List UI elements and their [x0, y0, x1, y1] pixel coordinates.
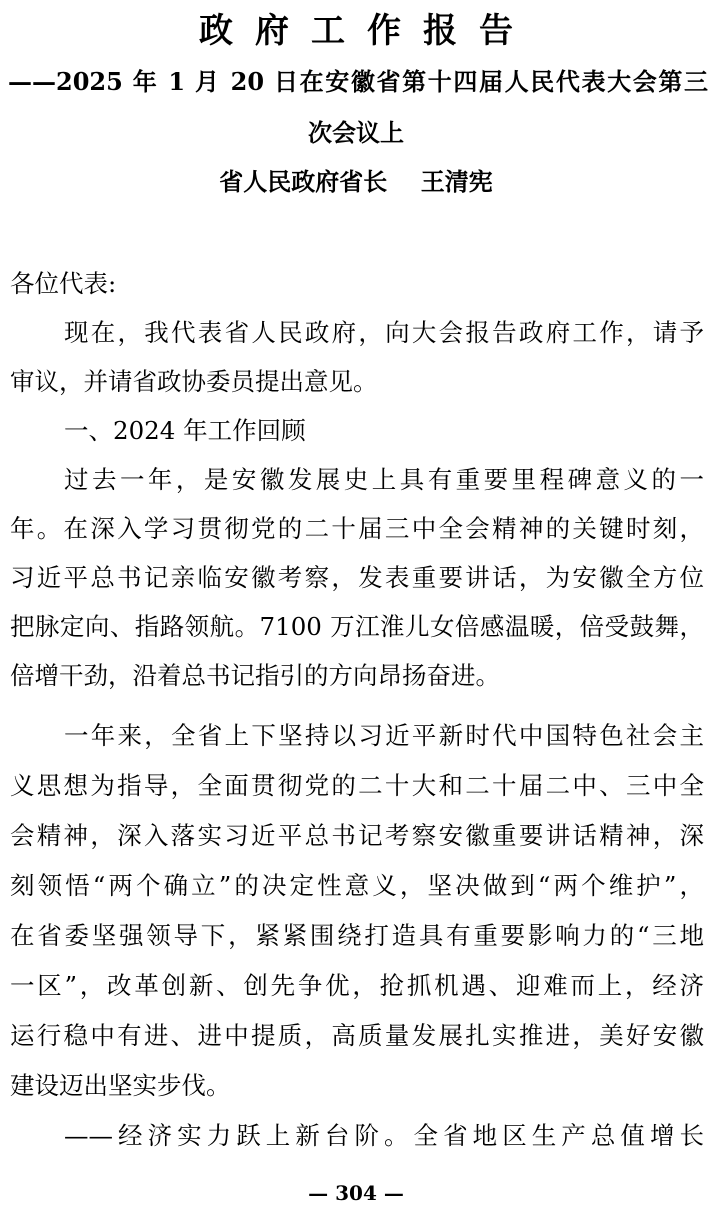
- body-line: 在省委坚强领导下，紧紧围绕打造具有重要影响力的“三地: [10, 921, 704, 950]
- body-line: 现在，我代表省人民政府，向大会报告政府工作，请予: [64, 318, 704, 347]
- page-number: — 304 —: [308, 1181, 404, 1205]
- body-line: 刻领悟“两个确立”的决定性意义，坚决做到“两个维护”，: [10, 871, 704, 900]
- salutation: 各位代表:: [10, 269, 117, 298]
- body-line: 一区”，改革创新、创先争优，抢抓机遇、迎难而上，经济: [10, 971, 704, 1000]
- body-line: 倍增干劲，沿着总书记指引的方向昂扬奋进。: [10, 661, 500, 690]
- body-line: 运行稳中有进、进中提质，高质量发展扎实推进，美好安徽: [10, 1021, 704, 1050]
- body-line: 义思想为指导，全面贯彻党的二十大和二十届二中、三中全: [10, 771, 704, 800]
- body-line: 年。在深入学习贯彻党的二十届三中全会精神的关键时刻，: [10, 514, 704, 543]
- body-line: 审议，并请省政协委员提出意见。: [10, 367, 378, 396]
- report-title: 政府工作报告: [199, 11, 535, 51]
- body-line: 把脉定向、指路领航。7100 万江淮儿女倍感温暖，倍受鼓舞，: [10, 612, 704, 641]
- body-line: 过去一年，是安徽发展史上具有重要里程碑意义的一: [64, 465, 704, 494]
- body-line: 习近平总书记亲临安徽考察，发表重要讲话，为安徽全方位: [10, 563, 704, 592]
- section-heading: 一、2024 年工作回顾: [64, 416, 306, 445]
- report-author: 省人民政府省长 王清宪: [219, 167, 493, 196]
- body-line: 会精神，深入落实习近平总书记考察安徽重要讲话精神，深: [10, 821, 704, 850]
- body-line: 一年来，全省上下坚持以习近平新时代中国特色社会主: [64, 721, 704, 750]
- body-line: 建设迈出坚实步伐。: [10, 1071, 231, 1100]
- report-subtitle-line-1: ——2025 年 1 月 20 日在安徽省第十四届人民代表大会第三: [8, 67, 708, 96]
- body-line: ——经济实力跃上新台阶。全省地区生产总值增长: [64, 1121, 704, 1150]
- report-subtitle-line-2: 次会议上: [308, 118, 404, 147]
